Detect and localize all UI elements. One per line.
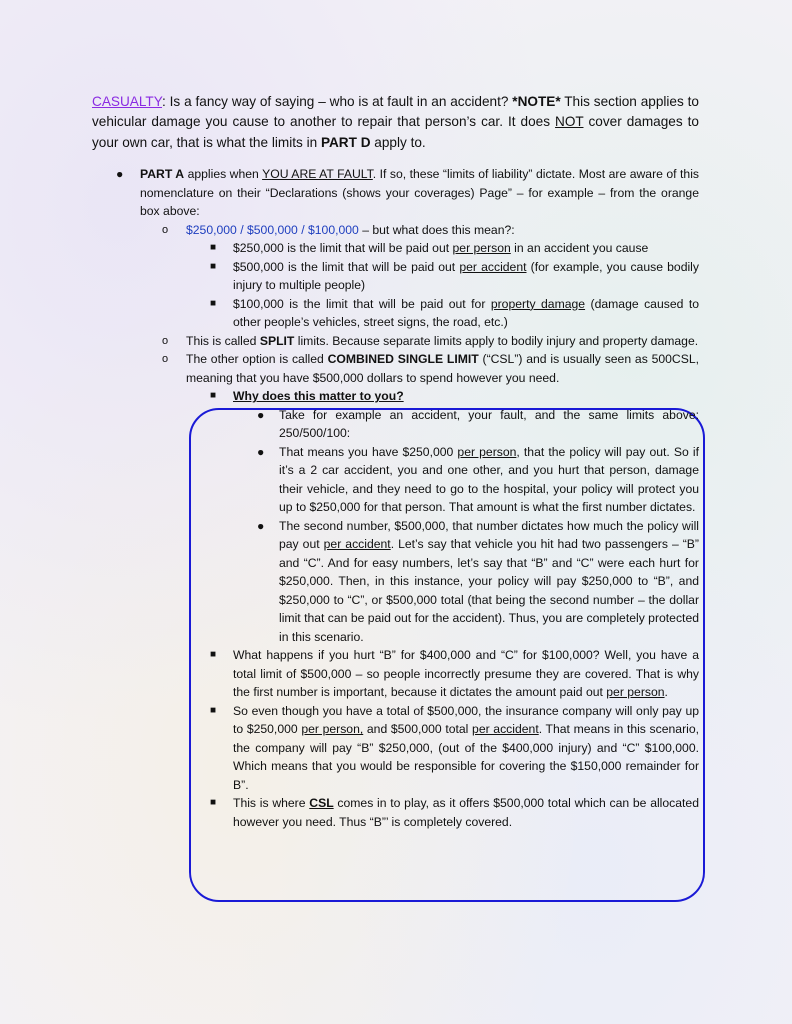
text: This is called	[186, 333, 260, 348]
list-item	[92, 646, 699, 702]
at-fault-text: YOU ARE AT FAULT	[262, 167, 373, 182]
square-bullet-icon: ■	[210, 242, 217, 254]
list-item	[92, 406, 699, 443]
text: , that the policy will pay out. So if it’s a 2 car accident, you and one other, and you hurt that person, damage their vehicle, and they need to go to the hospital, your policy will protect you up to $250,000 for that person. That amount is what the first number dictates.	[279, 444, 700, 515]
underlined-term: per person	[606, 685, 665, 700]
text: comes in to play, as it offers $500,000 total which can be allocated however you need. Thus “B”’ is completely covered.	[233, 796, 699, 829]
text: .	[664, 685, 668, 700]
intro-text: cover damages to your own car, that is what the limits in	[92, 114, 699, 150]
list-item	[92, 295, 699, 332]
text: This is where	[233, 796, 310, 811]
intro-paragraph	[92, 92, 699, 153]
list-item	[92, 443, 699, 517]
text: The other option is called	[186, 352, 328, 367]
circle-bullet-icon: o	[162, 334, 169, 347]
list-item	[92, 239, 699, 258]
list-item-split	[92, 332, 699, 351]
text: applies when	[184, 167, 263, 182]
text: – but what does this mean?:	[358, 222, 515, 237]
underlined-term: per person,	[301, 722, 364, 737]
text: $250,000 is the limit that will be paid out	[233, 241, 453, 256]
list-item	[92, 794, 699, 831]
circle-bullet-icon: o	[162, 353, 169, 366]
text: (for example, you cause bodily injury to multiple people)	[233, 259, 699, 293]
square-bullet-icon: ■	[210, 797, 217, 809]
text: and $500,000 total	[363, 722, 473, 737]
underlined-term: per person	[457, 444, 517, 459]
intro-text: This section applies to vehicular damage you cause to another to repair that person’s car. It does	[92, 94, 699, 130]
underlined-term: per person	[452, 241, 511, 256]
underlined-term: property damage	[490, 296, 586, 311]
why-heading: Why does this matter to you?	[233, 389, 404, 404]
list-item	[92, 258, 699, 295]
part-d-label: PART D	[320, 134, 371, 150]
underlined-term: CSL	[309, 796, 334, 811]
text: $500,000 is the limit that will be paid out	[233, 259, 460, 274]
square-bullet-icon: ■	[210, 297, 217, 309]
underlined-term: per accident	[323, 537, 391, 552]
bullet-icon: ●	[257, 444, 265, 459]
list-item-why	[92, 387, 699, 406]
square-bullet-icon: ■	[210, 390, 217, 402]
part-a-label: PART A	[140, 167, 185, 182]
text: in an accident you cause	[510, 241, 649, 256]
text: So even though you have a total of $500,000, the insurance company will only pay up to $250,000	[233, 703, 699, 737]
text: (damage caused to other people’s vehicles, street signs, the road, etc.)	[233, 296, 700, 330]
square-bullet-icon: ■	[210, 704, 217, 716]
list-item-csl	[92, 350, 699, 387]
text: (“CSL”) and is usually seen as 500CSL, meaning that you have $500,000 dollars to spend however you need.	[186, 352, 700, 385]
text: That means you have $250,000	[279, 444, 458, 459]
text: . If so, these “limits of liability” dictate. Most are aware of this nomenclature on their “Declarations (shows your coverages) Page” – for example – from the orange box above:	[140, 167, 700, 219]
bold-term: SPLIT	[259, 333, 295, 348]
intro-text: apply to.	[370, 134, 426, 150]
list-item	[92, 517, 699, 647]
circle-bullet-icon: o	[162, 223, 169, 236]
text: . Let’s say that vehicle you hit had two passengers – “B” and “C”. And for easy numbers, let’s say that “B” and “C” were each hurt for $250,000. Then, in this instance, your policy will pay $250,000 to “B”, and $250,000 to “C”, or $500,000 total (that being the second number – the dollar limit that can be paid out for the accident). Thus, you are completely protected in this scenario.	[279, 537, 699, 644]
text: What happens if you hurt “B” for $400,000 and “C” for $100,000? Well, you have a total limit of $500,000 – so people incorrectly presume they are covered. That is why the first number is important, because it dictates the amount paid out	[233, 648, 699, 700]
text: limits. Because separate limits apply to bodily injury and property damage.	[294, 333, 699, 348]
main-list	[92, 165, 699, 831]
text: . That means in this scenario, the company will pay “B” $250,000, (out of the $400,000 injury) and “C” $100,000. Which means that you would be responsible for covering the $150,000 remainder for B”.	[233, 722, 700, 792]
text: Take for example an accident, your fault, and the same limits above: 250/500/100:	[279, 407, 699, 441]
list-item-limits	[92, 221, 699, 240]
document-page	[92, 92, 699, 831]
square-bullet-icon: ■	[210, 260, 217, 272]
text: $100,000 is the limit that will be paid out for	[233, 296, 491, 311]
text: The second number, $500,000, that number dictates how much the policy will pay out	[279, 518, 699, 552]
underlined-term: per accident	[459, 259, 527, 274]
list-item	[92, 702, 699, 795]
bullet-icon: ●	[257, 407, 265, 422]
not-emphasis: NOT	[555, 114, 584, 130]
note-label: *NOTE*	[512, 94, 561, 109]
bullet-icon: ●	[116, 167, 124, 182]
square-bullet-icon: ■	[210, 649, 217, 661]
limits-values: $250,000 / $500,000 / $100,000	[186, 222, 359, 237]
bold-term: COMBINED SINGLE LIMIT	[327, 352, 479, 367]
list-item-part-a	[92, 165, 699, 221]
bullet-icon: ●	[257, 518, 265, 533]
casualty-link[interactable]: CASUALTY	[92, 94, 163, 109]
intro-text: : Is a fancy way of saying – who is at fault in an accident?	[162, 94, 513, 109]
underlined-term: per accident	[472, 722, 539, 737]
